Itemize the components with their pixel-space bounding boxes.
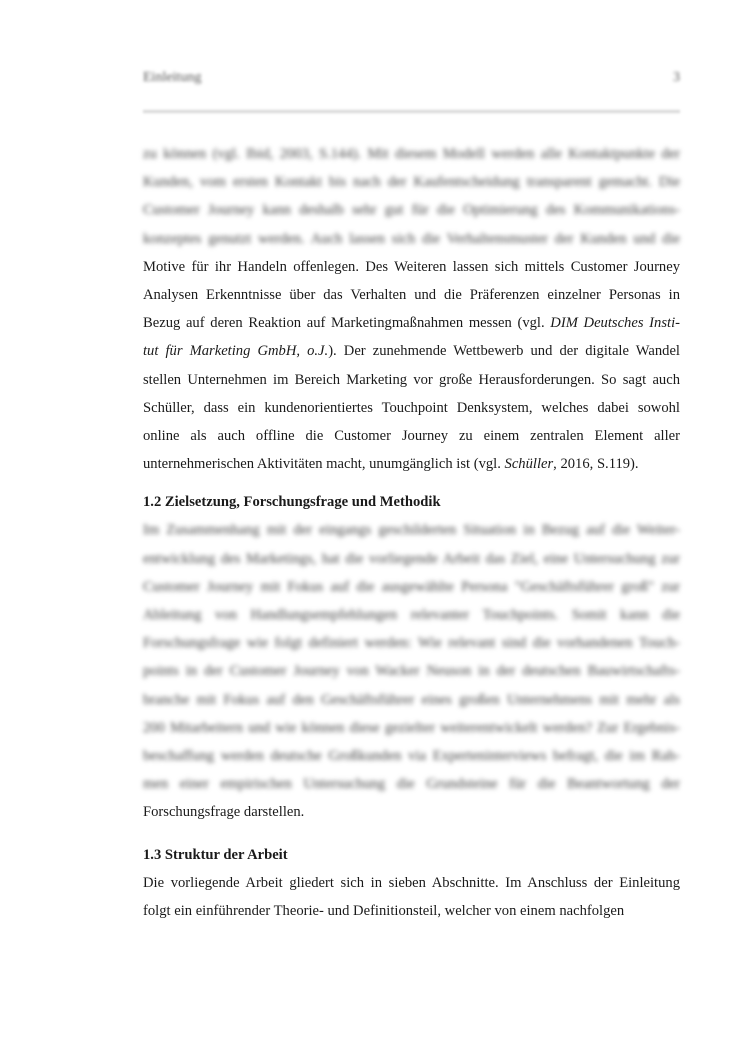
text-line	[143, 450, 680, 478]
text-span: , 2016, S.119).	[553, 456, 639, 473]
text-line	[143, 337, 680, 365]
blurred-line: Forschungsfrage wie folgt definiert werden: Wie relevant sind die vorhandenen Touch-	[143, 635, 680, 652]
running-header	[143, 70, 680, 96]
text-line: Schüller, dass ein kundenorientiertes Touchpoint Denksystem, welches dabei sowohl	[143, 399, 680, 416]
blurred-line: beschaffung werden deutsche Großkunden via Experteninterviews befragt, die im Rah-	[143, 748, 680, 765]
blurred-line: branche mit Fokus auf den Geschäftsführer eines großen Unternehmens mit mehr als	[143, 691, 680, 708]
citation-italic: tut für Marketing GmbH, o.J.	[143, 343, 329, 360]
text-span: Bezug auf deren Reaktion auf Marketingmaßnahmen messen (vgl.	[143, 315, 551, 332]
text-line: Analysen Erkenntnisse über das Verhalten und die Präferenzen einzelner Personas in	[143, 287, 680, 304]
blurred-line: zu können (vgl. Ibid, 2003, S.144). Mit diesem Modell werden alle Kontaktpunkte der	[143, 146, 680, 162]
section-heading-1-2: 1.2 Zielsetzung, Forschungsfrage und Methodik	[143, 494, 441, 511]
text-line: Forschungsfrage darstellen.	[143, 804, 305, 821]
paragraph-1	[143, 140, 680, 478]
blurred-line: Kunden, vom ersten Kontakt bis nach der Kaufentscheidung transparent gemacht. Die	[143, 174, 680, 191]
header-chapter-title: Einleitung	[143, 70, 202, 85]
paragraph-1-3	[143, 869, 680, 925]
blurred-line: 200 Mitarbeitern und wie können diese gezielter weiterentwickelt werden? Zur Ergebnis-	[143, 719, 680, 736]
text-line	[143, 309, 680, 337]
blurred-line: Ableitung von Handlungsempfehlungen relevanter Touchpoints. Somit kann die	[143, 607, 680, 624]
document-body	[143, 140, 680, 925]
blurred-line: points in der Customer Journey von Wacker Neuson in der deutschen Bauwirtschafts-	[143, 663, 680, 680]
text-line: online als auch offline die Customer Journey zu einem zentralen Element aller	[143, 428, 680, 445]
text-span: unternehmerischen Aktivitäten macht, unumgänglich ist (vgl.	[143, 456, 505, 473]
text-line: Motive für ihr Handeln offenlegen. Des Weiteren lassen sich mittels Customer Journey	[143, 258, 680, 275]
header-page-number: 3	[673, 70, 680, 85]
blurred-line: konzeptes genutzt werden. Auch lassen sich die Verhaltensmuster der Kunden und die	[143, 230, 680, 247]
header-rule	[143, 110, 680, 113]
paragraph-1-2	[143, 516, 680, 826]
blurred-line: men einer empirischen Untersuchung die Grundsteine für die Beantwortung der	[143, 776, 680, 793]
citation-italic: DIM Deutsches Insti-	[550, 315, 680, 332]
text-line: stellen Unternehmen im Bereich Marketing vor große Herausforderungen. So sagt auch	[143, 371, 680, 388]
text-line: Die vorliegende Arbeit gliedert sich in sieben Abschnitte. Im Anschluss der Einleitung	[143, 874, 680, 891]
section-heading-1-3: 1.3 Struktur der Arbeit	[143, 846, 288, 863]
text-line: folgt ein einführender Theorie- und Definitionsteil, welcher von einem nachfolgen	[143, 902, 625, 919]
blurred-line: Customer Journey mit Fokus auf die ausgewählte Persona "Geschäftsführer groß" zur	[143, 578, 680, 595]
blurred-line: Customer Journey kann deshalb sehr gut für die Optimierung des Kommunikations-	[143, 202, 680, 219]
blurred-line: Im Zusammenhang mit der eingangs geschilderten Situation in Bezug auf die Weiter-	[143, 522, 680, 539]
text-span: ). Der zunehmende Wettbewerb und der digitale Wandel	[328, 343, 680, 360]
blurred-line: entwicklung des Marketings, hat die vorliegende Arbeit das Ziel, eine Untersuchung zur	[143, 550, 680, 567]
citation-italic: Schüller	[504, 456, 554, 473]
